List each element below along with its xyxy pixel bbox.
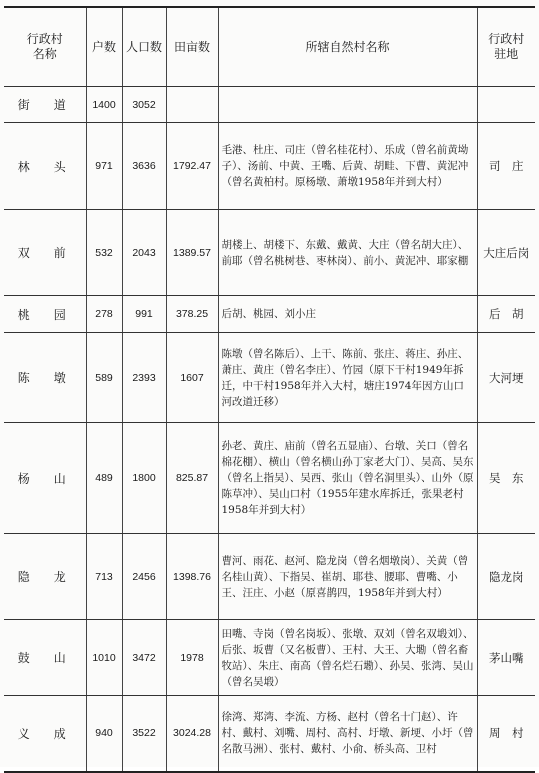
table-row <box>4 333 535 423</box>
row-farmland: 1792.47 <box>166 123 218 210</box>
row-seat <box>477 87 535 123</box>
header-households: 户数 <box>86 7 122 87</box>
row-households: 1400 <box>86 87 122 123</box>
row-seat: 周 村 <box>477 696 535 772</box>
header-population: 人口数 <box>122 7 166 87</box>
table-row <box>4 210 535 296</box>
table-row <box>4 296 535 333</box>
row-villages: 徐湾、郑湾、李流、方杨、赵村（曾名十门赵）、许村、戴村、刘嘴、周村、高村、圩墩、新埂、小圩（曾名散马洲）、张村、戴村、小俞、桥头高、卫村 <box>218 696 477 772</box>
row-population: 2456 <box>122 534 166 620</box>
row-name: 杨 山 <box>4 423 86 534</box>
row-population: 3636 <box>122 123 166 210</box>
row-villages: 后胡、桃园、刘小庄 <box>218 296 477 333</box>
table-row <box>4 423 535 534</box>
row-seat: 大庄后岗 <box>477 210 535 296</box>
row-seat: 后 胡 <box>477 296 535 333</box>
row-households: 532 <box>86 210 122 296</box>
row-households: 278 <box>86 296 122 333</box>
table-row <box>4 534 535 620</box>
row-households: 1010 <box>86 620 122 696</box>
row-name: 隐 龙 <box>4 534 86 620</box>
row-farmland: 1389.57 <box>166 210 218 296</box>
table-row <box>4 123 535 210</box>
row-seat: 隐龙岗 <box>477 534 535 620</box>
row-population: 3522 <box>122 696 166 772</box>
row-households: 940 <box>86 696 122 772</box>
header-row <box>4 7 535 87</box>
row-population: 1800 <box>122 423 166 534</box>
row-villages <box>218 87 477 123</box>
row-population: 3472 <box>122 620 166 696</box>
header-villages: 所辖自然村名称 <box>218 7 477 87</box>
row-households: 971 <box>86 123 122 210</box>
row-name: 桃 园 <box>4 296 86 333</box>
row-population: 2043 <box>122 210 166 296</box>
row-households: 589 <box>86 333 122 423</box>
row-name: 鼓 山 <box>4 620 86 696</box>
row-villages: 胡楼上、胡楼下、东戴、戴黄、大庄（曾名胡大庄）、前耶（曾名桃树巷、枣林岗）、前小、黄泥冲、耶家棚 <box>218 210 477 296</box>
row-name: 陈 墩 <box>4 333 86 423</box>
row-farmland: 378.25 <box>166 296 218 333</box>
table-row <box>4 620 535 696</box>
header-admin-village: 行政村 名称 <box>4 7 86 87</box>
table-row <box>4 696 535 772</box>
row-population: 3052 <box>122 87 166 123</box>
row-farmland: 1398.76 <box>166 534 218 620</box>
row-seat: 司 庄 <box>477 123 535 210</box>
row-farmland: 825.87 <box>166 423 218 534</box>
row-farmland: 1978 <box>166 620 218 696</box>
village-table <box>4 6 535 773</box>
row-villages: 毛港、杜庄、司庄（曾名桂花村）、乐成（曾名前黄坳子）、汤前、中黄、王嘴、后黄、胡畦、下曹、黄泥冲（曾名黄柏村。原杨墩、萧墩1958年并到大村） <box>218 123 477 210</box>
table-row <box>4 87 535 123</box>
header-farmland: 田亩数 <box>166 7 218 87</box>
row-villages: 曹河、雨花、赵河、隐龙岗（曾名烟墩岗）、关黄（曾名桂山黄）、下指吴、崔胡、耶巷、腰耶、曹嘴、小王、汪庄、小赵（原喜鹊四，1958年并到大村） <box>218 534 477 620</box>
row-villages: 田嘴、寺岗（曾名岗坂）、张墩、双刘（曾名双塅刘）、后张、坂曹（又名板曹）、王村、大王、大墈（曾名畜牧站）、朱庄、南高（曾名烂石墈）、孙吴、张湾、吴山（曾名吴塅） <box>218 620 477 696</box>
row-farmland <box>166 87 218 123</box>
header-seat: 行政村 驻地 <box>477 7 535 87</box>
row-households: 713 <box>86 534 122 620</box>
row-seat: 茅山嘴 <box>477 620 535 696</box>
row-name: 义 成 <box>4 696 86 772</box>
row-villages: 孙老、黄庄、庙前（曾名五显庙）、台墩、关口（曾名棉花棚）、横山（曾名横山孙丁家老大门）、吴高、吴东（曾名上指吴）、吴西、张山（曾名洞里头）、山外（原陈草冲）、吴山口村（1955年建水库拆迁，张果老村1958年并到大村） <box>218 423 477 534</box>
row-seat: 大河埂 <box>477 333 535 423</box>
row-farmland: 1607 <box>166 333 218 423</box>
row-population: 2393 <box>122 333 166 423</box>
row-name: 街 道 <box>4 87 86 123</box>
row-name: 林 头 <box>4 123 86 210</box>
row-households: 489 <box>86 423 122 534</box>
row-population: 991 <box>122 296 166 333</box>
row-farmland: 3024.28 <box>166 696 218 772</box>
row-villages: 陈墩（曾名陈后）、上干、陈前、张庄、蒋庄、孙庄、萧庄、黄庄（曾名李庄）、竹园（原下干村1949年拆迁，中干村1958年并入大村，塘庄1974年因方山口河改道迁移） <box>218 333 477 423</box>
row-seat: 吴 东 <box>477 423 535 534</box>
row-name: 双 前 <box>4 210 86 296</box>
